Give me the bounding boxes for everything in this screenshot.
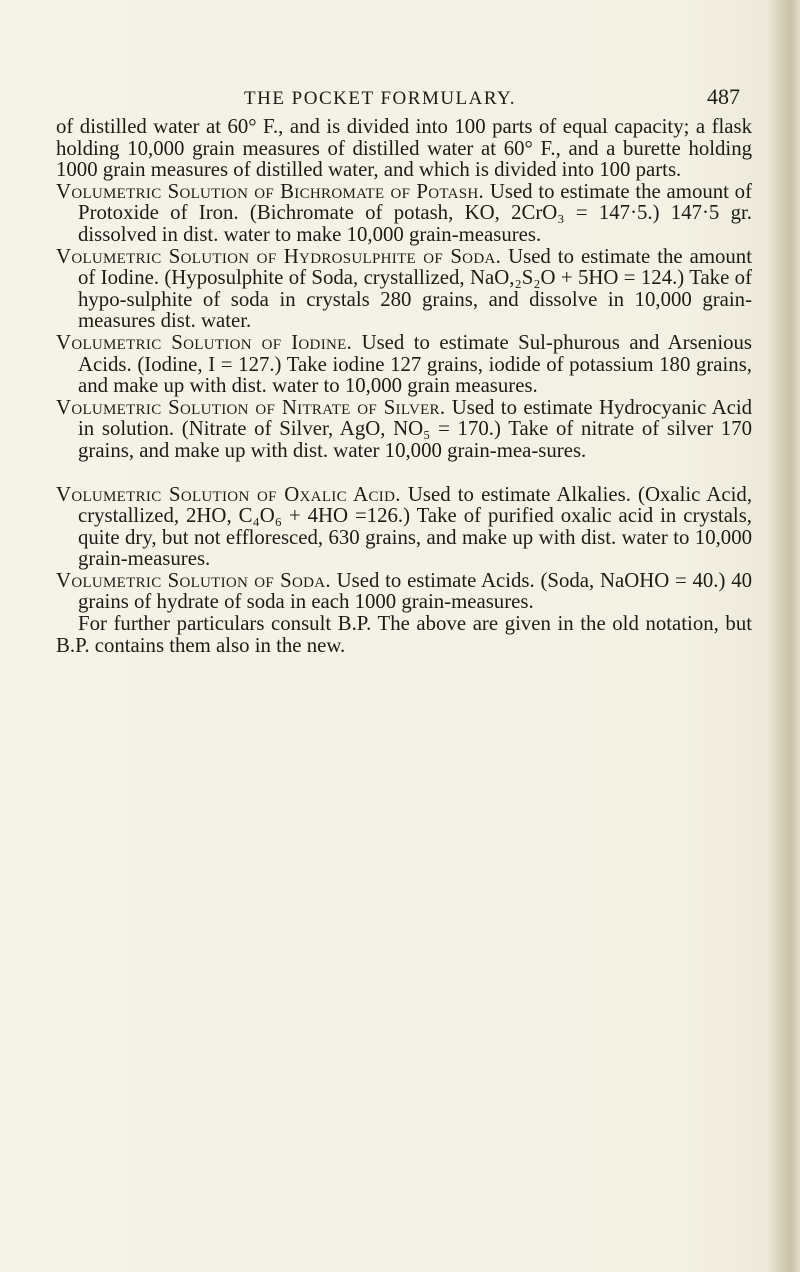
entry-iodine: [56, 332, 752, 397]
entry-heading: Volumetric Solution of Bichromate of Potash.: [56, 179, 485, 203]
entry-heading: Volumetric Solution of Iodine.: [56, 330, 353, 354]
entry-text: Used to estimate Acids. (Soda, NaOHO = 40.) 40 grains of hydrate of soda in each 1000 grain-measures.: [78, 568, 752, 614]
body-text: [56, 116, 752, 656]
entry-heading: Volumetric Solution of Hydrosulphite of Soda.: [56, 244, 502, 268]
entry-bichromate: [56, 181, 752, 246]
entry-nitrate-silver: [56, 397, 752, 462]
entry-oxalic-acid: [56, 484, 752, 570]
closing-paragraph: For further particulars consult B.P. The above are given in the old notation, but B.P. contains them also in the new.: [56, 612, 752, 657]
page-header: [56, 84, 750, 114]
entry-hydrosulphite: [56, 246, 752, 332]
entry-text: Used to estimate the amount of Protoxide of Iron. (Bichromate of potash, KO, 2CrO₃ = 147·5.) 147·5 gr. dissolved in dist. water to make 10,000 grain-measures.: [78, 179, 753, 246]
entry-text: Used to estimate Sul-phurous and Arsenious Acids. (Iodine, I = 127.) Take iodine 127 grains, iodide of potassium 180 grains, and make up with dist. water to 10,000 grain measures.: [78, 330, 752, 398]
running-head: THE POCKET FORMULARY.: [244, 88, 517, 109]
intro-paragraph: of distilled water at 60° F., and is divided into 100 parts of equal capacity; a flask holding 10,000 grain measures of distilled water at 60° F., and a burette holding 1000 grain measures of distilled water, and which is divided into 100 parts.: [56, 115, 752, 182]
entry-heading: Volumetric Solution of Soda.: [56, 568, 331, 592]
page-number: 487: [707, 84, 740, 109]
entry-text: Used to estimate the amount of Iodine. (Hyposulphite of Soda, crystallized, NaO,₂S₂O + 5HO = 124.) Take of hypo-sulphite of soda in crystals 280 grains, and dissolve in 10,000 grain-measures dist. water.: [78, 244, 752, 333]
entry-heading: Volumetric Solution of Oxalic Acid.: [56, 482, 401, 506]
entry-text: Used to estimate Alkalies. (Oxalic Acid, crystallized, 2HO, C₄O₆ + 4HO =126.) Take of purified oxalic acid in crystals, quite dry, but not effloresced, 630 grains, and make up with dist. water to 10,000 grain-measures.: [78, 482, 753, 571]
entry-soda: [56, 570, 752, 613]
entry-heading: Volumetric Solution of Nitrate of Silver.: [56, 395, 446, 419]
entry-text: Used to estimate Hydrocyanic Acid in solution. (Nitrate of Silver, AgO, NO₅ = 170.) Take of nitrate of silver 170 grains, and make up with dist. water 10,000 grain-mea-sures.: [78, 395, 752, 462]
page-edge-shadow: [766, 0, 800, 1272]
